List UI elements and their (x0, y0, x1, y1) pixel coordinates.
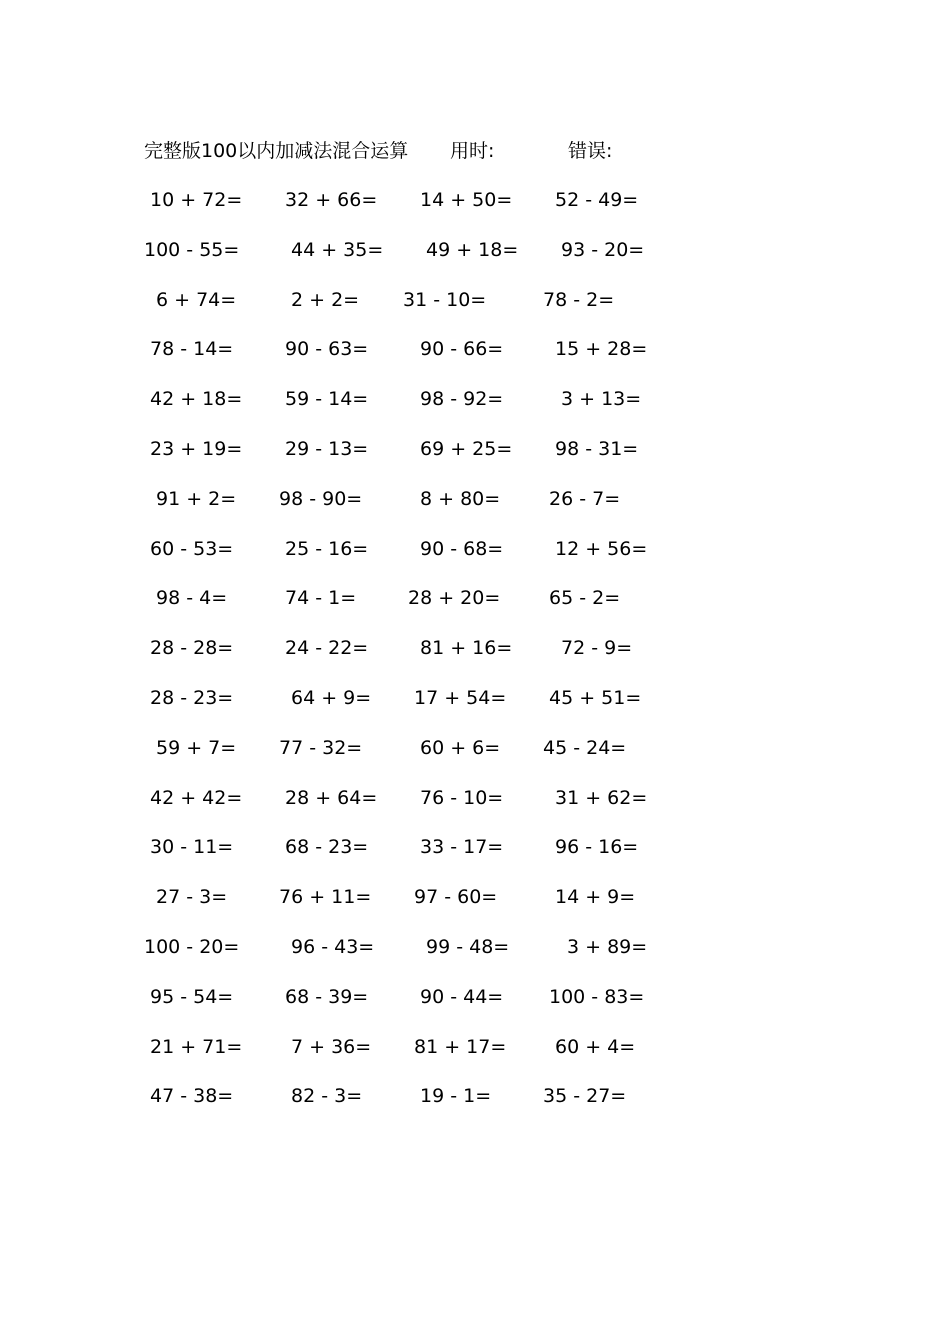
math-problem: 31 - 10= (403, 289, 487, 311)
math-problem: 98 - 92= (420, 388, 504, 410)
math-problem: 60 + 4= (555, 1036, 636, 1058)
math-problem: 68 - 39= (285, 986, 369, 1008)
math-problem: 42 + 42= (150, 787, 243, 809)
math-problem: 3 + 13= (561, 388, 642, 410)
math-problem: 74 - 1= (285, 587, 357, 609)
math-problem: 42 + 18= (150, 388, 243, 410)
math-problem: 59 + 7= (156, 737, 237, 759)
math-problem: 28 - 23= (150, 687, 234, 709)
math-problem: 26 - 7= (549, 488, 621, 510)
math-problem: 47 - 38= (150, 1085, 234, 1107)
math-problem: 60 + 6= (420, 737, 501, 759)
math-problem: 90 - 44= (420, 986, 504, 1008)
math-problem: 45 - 24= (543, 737, 627, 759)
errors-label: 错误: (568, 140, 613, 162)
math-problem: 99 - 48= (426, 936, 510, 958)
math-problem: 60 - 53= (150, 538, 234, 560)
math-problem: 35 - 27= (543, 1085, 627, 1107)
math-problem: 19 - 1= (420, 1085, 492, 1107)
math-problem: 81 + 17= (414, 1036, 507, 1058)
math-problem: 24 - 22= (285, 637, 369, 659)
math-problem: 93 - 20= (561, 239, 645, 261)
math-problem: 90 - 68= (420, 538, 504, 560)
math-problem: 28 - 28= (150, 637, 234, 659)
math-problem: 31 + 62= (555, 787, 648, 809)
math-problem: 90 - 66= (420, 338, 504, 360)
math-problem: 14 + 9= (555, 886, 636, 908)
math-problem: 97 - 60= (414, 886, 498, 908)
math-problem: 23 + 19= (150, 438, 243, 460)
math-problem: 10 + 72= (150, 189, 243, 211)
math-problem: 98 - 4= (156, 587, 228, 609)
math-problem: 27 - 3= (156, 886, 228, 908)
math-problem: 21 + 71= (150, 1036, 243, 1058)
math-problem: 78 - 14= (150, 338, 234, 360)
math-problem: 33 - 17= (420, 836, 504, 858)
math-problem: 65 - 2= (549, 587, 621, 609)
math-problem: 2 + 2= (291, 289, 360, 311)
math-problem: 77 - 32= (279, 737, 363, 759)
math-problem: 69 + 25= (420, 438, 513, 460)
math-problem: 17 + 54= (414, 687, 507, 709)
math-problem: 25 - 16= (285, 538, 369, 560)
math-problem: 64 + 9= (291, 687, 372, 709)
math-problem: 76 - 10= (420, 787, 504, 809)
math-problem: 76 + 11= (279, 886, 372, 908)
math-problem: 29 - 13= (285, 438, 369, 460)
math-problem: 3 + 89= (567, 936, 648, 958)
math-problem: 91 + 2= (156, 488, 237, 510)
math-problem: 28 + 20= (408, 587, 501, 609)
math-problem: 100 - 55= (144, 239, 240, 261)
math-problem: 81 + 16= (420, 637, 513, 659)
math-problem: 100 - 20= (144, 936, 240, 958)
math-problem: 90 - 63= (285, 338, 369, 360)
math-problem: 96 - 16= (555, 836, 639, 858)
math-problem: 28 + 64= (285, 787, 378, 809)
math-problem: 32 + 66= (285, 189, 378, 211)
math-problem: 78 - 2= (543, 289, 615, 311)
math-problem: 59 - 14= (285, 388, 369, 410)
math-problem: 7 + 36= (291, 1036, 372, 1058)
math-problem: 45 + 51= (549, 687, 642, 709)
math-problem: 72 - 9= (561, 637, 633, 659)
math-problem: 68 - 23= (285, 836, 369, 858)
math-problem: 82 - 3= (291, 1085, 363, 1107)
math-problem: 6 + 74= (156, 289, 237, 311)
math-problem: 52 - 49= (555, 189, 639, 211)
math-problem: 98 - 90= (279, 488, 363, 510)
math-problem: 100 - 83= (549, 986, 645, 1008)
math-problem: 30 - 11= (150, 836, 234, 858)
math-problem: 14 + 50= (420, 189, 513, 211)
worksheet-title: 完整版100以内加减法混合运算 (144, 140, 409, 162)
math-problem: 8 + 80= (420, 488, 501, 510)
math-problem: 95 - 54= (150, 986, 234, 1008)
math-problem: 49 + 18= (426, 239, 519, 261)
math-problem: 44 + 35= (291, 239, 384, 261)
time-label: 用时: (450, 140, 495, 162)
math-problem: 98 - 31= (555, 438, 639, 460)
math-problem: 15 + 28= (555, 338, 648, 360)
math-problem: 12 + 56= (555, 538, 648, 560)
math-problem: 96 - 43= (291, 936, 375, 958)
